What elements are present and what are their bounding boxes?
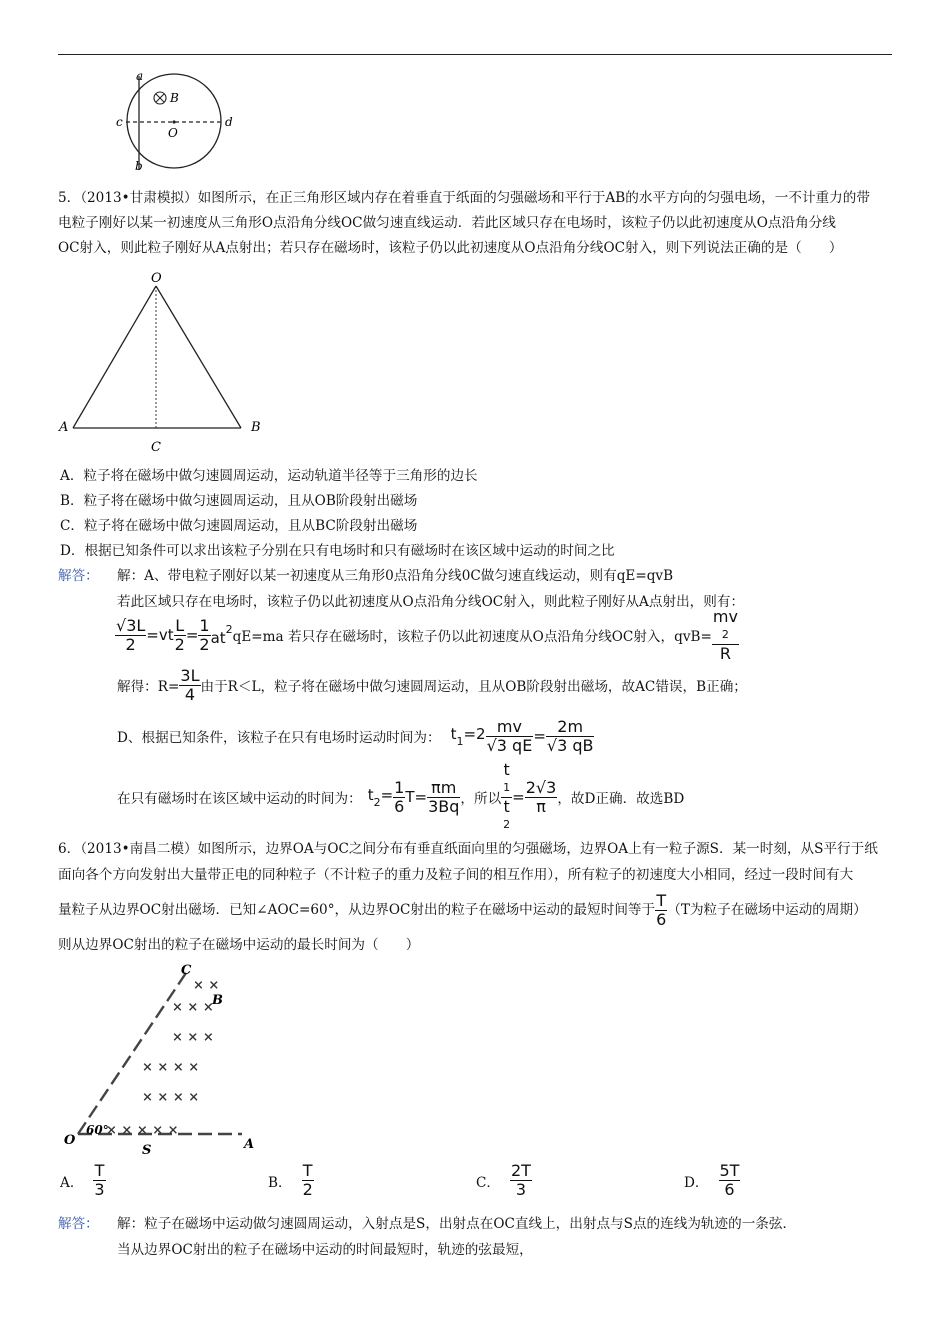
q5-equation-4: 在只有磁场时在该区域中运动的时间为： $t_2=$ $\frac{1}{6}$ T= $\frac{\pi m}{3Bq}$ ，所以 t 1 t 2 = $\frac{2√3}{\pi}$ ，故D正确．故选BD xyxy=(117,759,685,831)
svg-text:× × × × ×: × × × × × xyxy=(106,1123,179,1138)
q5-solution-6c: ，故D正确．故选BD xyxy=(557,791,685,807)
q5-solution-6b: ，所以 xyxy=(460,791,502,807)
label-A: A xyxy=(59,420,69,435)
label-S: S xyxy=(142,1143,152,1158)
q6-stem: 6．（2013•南昌二模）如图所示，边界OA与OC之间分布有垂直纸面向里的匀强磁场，边界OA上有一粒子源S．某一时刻，从S平行于纸 面向各个方向发射出大量带正电的同种粒子（不计粒子的重力及粒子间的相互作用），所有粒子的初速度大小相同，经过一段时间有大 量粒子从边界OC射出磁场．已知∠AOC=60°，从边界OC射出的粒子在磁场中运动的最短时间等于 $\frac{T}{6}$ （T为粒子在磁场中运动的周期） 则从边界OC射出的粒子在磁场中运动的最长时间为（ ） xyxy=(58,836,892,958)
q5-solution-5: D、根据已知条件，该粒子在只有电场时运动时间为： xyxy=(117,730,441,746)
figure-sector xyxy=(60,962,270,1162)
q6-answer-label: 解答： xyxy=(58,1216,99,1232)
label-O: O xyxy=(151,271,162,286)
q5-solution-2: 若此区域只存在电场时，该粒子仍以此初速度从O点沿角分线OC射入，则此粒子刚好从A点射出，则有： xyxy=(117,594,745,610)
q5-line2: 电粒子刚好以某一初速度从三角形O点沿角分线OC做匀速直线运动．若此区域只存在电场时，该粒子仍以此初速度从O点沿角分线 xyxy=(58,215,836,231)
label-B: B xyxy=(212,993,223,1008)
svg-text:× ×: × × xyxy=(193,978,220,993)
q5-line1: 5．（2013•甘肃模拟）如图所示，在正三角形区域内存在着垂直于纸面的匀强磁场和平行于AB的水平方向的匀强电场，一不计重力的带 xyxy=(58,190,870,206)
q5-solution-4b: 由于R＜L，粒子将在磁场中做匀速圆周运动，且从OB阶段射出磁场，故AC错误，B正确； xyxy=(200,679,747,695)
q6-line1: 6．（2013•南昌二模）如图所示，边界OA与OC之间分布有垂直纸面向里的匀强磁场，边界OA上有一粒子源S．某一时刻，从S平行于纸 xyxy=(58,841,878,857)
q5-solution-6: 在只有磁场时在该区域中运动的时间为： xyxy=(117,791,362,807)
label-C: C xyxy=(151,440,161,455)
label-B: B xyxy=(251,420,261,435)
q5-answer-label: 解答： xyxy=(58,568,99,584)
label-O: O xyxy=(64,1133,76,1148)
q5-equation-1: $\frac{√3L}{2}$ =vt $\frac{L}{2}$ = $\frac{1}{2}$ $at^2$ qE=ma 若只存在磁场时，该粒子仍以此初速度从O点沿角分线OC射入，qvB= mv 2 R xyxy=(116,606,738,663)
q5-equation-3: D、根据已知条件，该粒子在只有电场时运动时间为： $t_1=2$ $\frac{mv}{√3 qE}$ = $\frac{2m}{√3 qB}$ xyxy=(117,716,594,755)
q6-option-d: D． $\frac{5T}{6}$ xyxy=(684,1161,740,1199)
q5-option-b: B．粒子将在磁场中做匀速圆周运动，且从OB阶段射出磁场 xyxy=(60,493,418,509)
svg-text:× × ×: × × × xyxy=(172,1000,214,1015)
svg-text:× × × ×: × × × × xyxy=(142,1060,200,1075)
q6-solution-2: 当从边界OC射出的粒子在磁场中运动的时间最短时，轨迹的弦最短， xyxy=(117,1242,533,1258)
q5-stem xyxy=(58,186,892,261)
label-O: O xyxy=(168,126,178,140)
svg-text:× × × ×: × × × × xyxy=(142,1090,200,1105)
q6-line4: 则从边界OC射出的粒子在磁场中运动的最长时间为（ ） xyxy=(58,937,420,953)
header-rule xyxy=(58,54,892,55)
label-b: b xyxy=(135,159,143,173)
q5-option-d: D．根据已知条件可以求出该粒子分别在只有电场时和只有磁场时在该区域中运动的时间之比 xyxy=(60,543,615,559)
label-C: C xyxy=(181,963,192,978)
label-B: B xyxy=(170,91,179,105)
q6-line3b: （T为粒子在磁场中运动的周期） xyxy=(667,902,867,918)
q6-solution-1: 解：粒子在磁场中运动做匀速圆周运动，入射点是S，出射点在OC直线上，出射点与S点的连线为轨迹的一条弦． xyxy=(117,1216,797,1232)
q6-line2: 面向各个方向发射出大量带正电的同种粒子（不计粒子的重力及粒子间的相互作用），所有粒子的初速度大小相同，经过一段时间有大 xyxy=(58,867,854,883)
q5-option-a: A．粒子将在磁场中做匀速圆周运动，运动轨道半径等于三角形的边长 xyxy=(60,468,478,484)
q5-equation-2: 解得：R= $\frac{3L}{4}$ 由于R＜L，粒子将在磁场中做匀速圆周运动，且从OB阶段射出磁场，故AC错误，B正确； xyxy=(117,665,747,704)
label-c: c xyxy=(116,115,123,129)
q5-solution-1: 解：A、带电粒子刚好以某一初速度从三角形0点沿角分线0C做匀速直线运动，则有qE=qvB xyxy=(117,568,674,584)
q5-solution-3: qE=ma 若只存在磁场时，该粒子仍以此初速度从O点沿角分线OC射入，qvB= xyxy=(232,629,712,645)
label-A: A xyxy=(244,1137,255,1152)
label-a: a xyxy=(136,69,144,83)
q5-option-c: C．粒子将在磁场中做匀速圆周运动，且从BC阶段射出磁场 xyxy=(60,518,418,534)
q6-option-c: C． $\frac{2T}{3}$ xyxy=(476,1161,531,1199)
q6-option-b: B． $\frac{T}{2}$ xyxy=(268,1161,313,1199)
figure-circle xyxy=(112,66,252,178)
q5-solution-4a: 解得：R= xyxy=(117,679,180,695)
label-angle: 60° xyxy=(86,1123,109,1137)
label-d: d xyxy=(225,115,233,129)
q5-line3: OC射入，则此粒子刚好从A点射出；若只存在磁场时，该粒子仍以此初速度从O点沿角分线OC射入，则下列说法正确的是（ ） xyxy=(58,240,843,256)
q6-option-a: A． $\frac{T}{3}$ xyxy=(60,1161,105,1199)
svg-text:× × ×: × × × xyxy=(172,1030,214,1045)
figure-triangle xyxy=(55,268,275,458)
q6-line3a: 量粒子从边界OC射出磁场．已知∠AOC=60°，从边界OC射出的粒子在磁场中运动的最短时间等于 xyxy=(58,902,656,918)
